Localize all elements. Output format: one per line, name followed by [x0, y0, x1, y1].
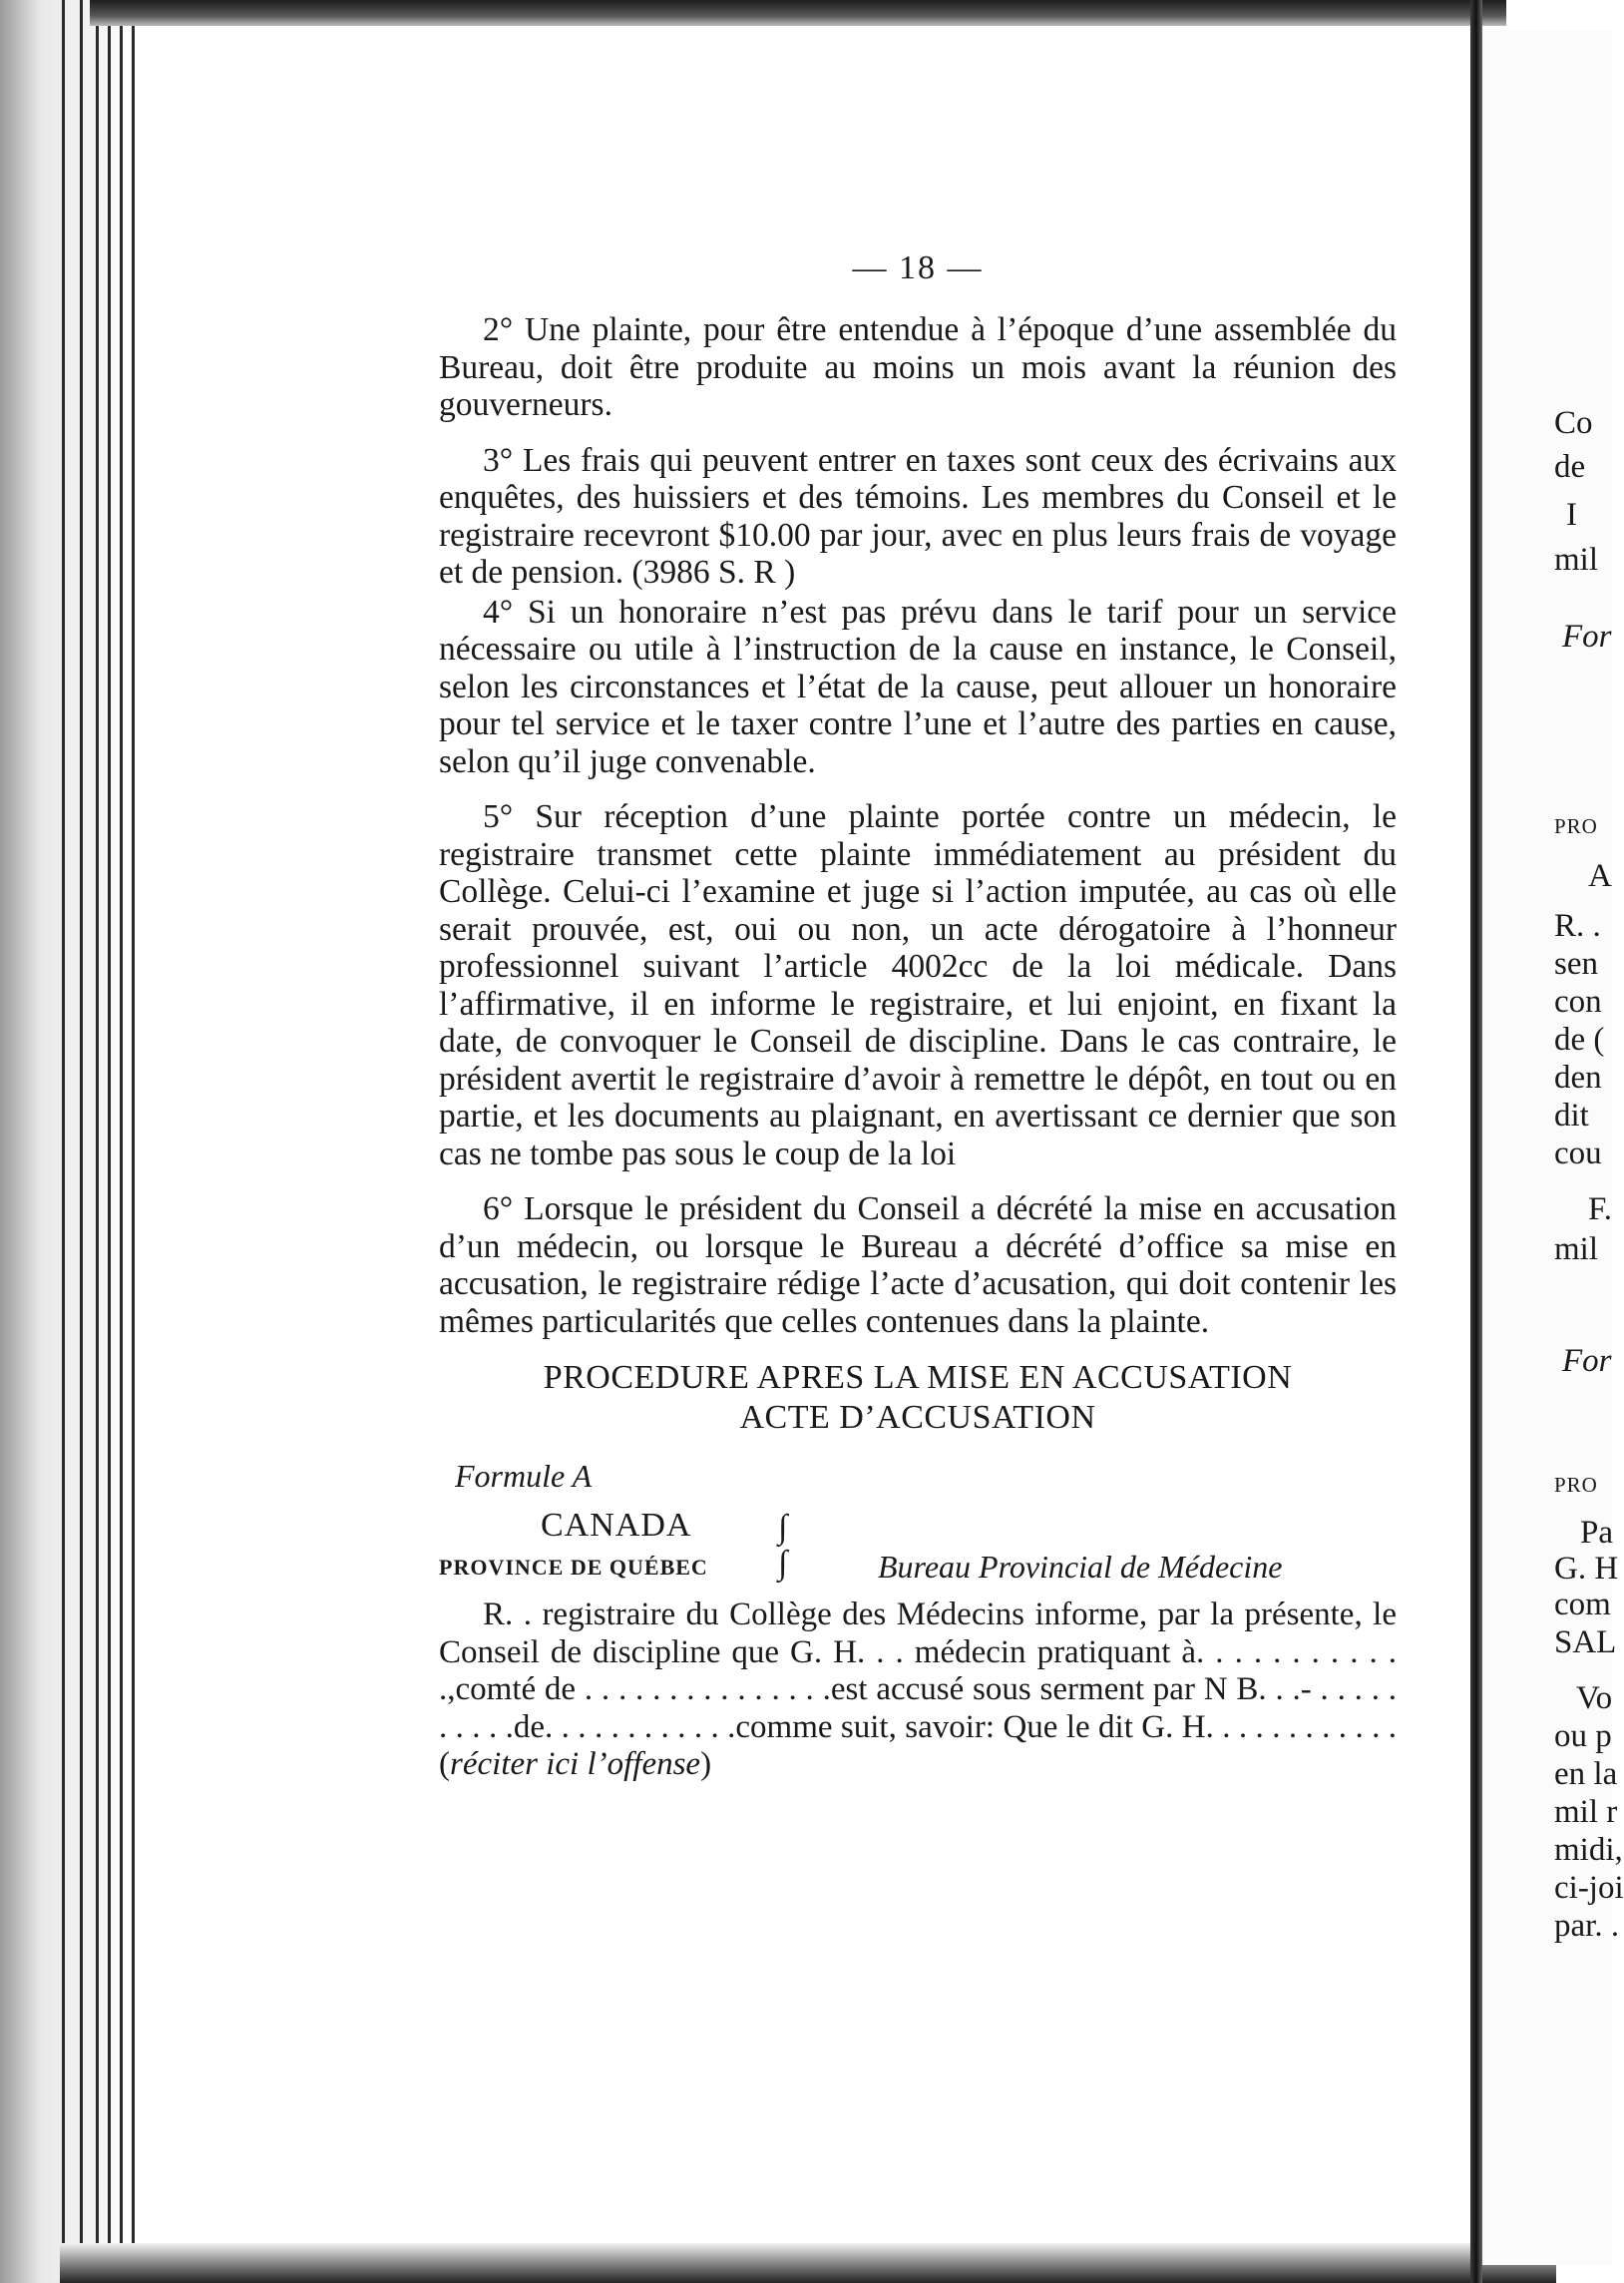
book-gutter: [1470, 0, 1482, 2283]
form-body: [439, 1597, 1397, 1784]
form-body-close: ): [700, 1746, 712, 1782]
facing-page-fragment: ci-joi: [1554, 1870, 1624, 1906]
paragraph-4: 4° Si un honoraire n’est pas prévu dans le tarif pour un service nécessaire ou utile à l’instruction de la cause en instance, le Conseil, selon les circonstances et l’état de la cause, peut allouer un honoraire pour tel service et le taxer contre l’une et l’autre des parties en cause, selon qu’il juge convenable.: [439, 593, 1397, 780]
facing-page-fragment: Pa: [1580, 1515, 1613, 1551]
facing-page-fragment: ou p: [1554, 1718, 1612, 1754]
section-heading: PROCEDURE APRES LA MISE EN ACCUSATION: [543, 1359, 1293, 1396]
facing-page-fragment: SAL: [1554, 1624, 1617, 1660]
facing-page-fragment: A: [1588, 858, 1612, 894]
bureau-name: Bureau Provincial de Médecine: [878, 1549, 1283, 1585]
page-edge: [132, 0, 135, 2283]
form-label: Formule A: [455, 1458, 593, 1494]
jurisdiction-row: [439, 1507, 1397, 1549]
facing-page-fragment: com: [1554, 1587, 1611, 1622]
facing-page-fragment: R. .: [1554, 908, 1601, 944]
form-body-placeholder: réciter ici l’offense: [450, 1746, 701, 1782]
page-edge: [80, 0, 83, 2283]
country-label: CANADA: [541, 1507, 692, 1544]
facing-page-fragment: For: [1562, 1343, 1612, 1379]
facing-page-fragment: par. .: [1554, 1908, 1620, 1944]
facing-page-fragment: PRO: [1554, 1473, 1598, 1497]
top-shadow-band: [90, 0, 1506, 26]
page-edge: [108, 0, 111, 2283]
facing-page-fragment: PRO: [1554, 814, 1598, 838]
facing-page-fragment: dit: [1554, 1098, 1589, 1134]
facing-page-fragment: For: [1562, 619, 1612, 655]
facing-page-fragment: cou: [1554, 1136, 1602, 1171]
facing-page-fragment: Vo: [1576, 1680, 1613, 1716]
form-body-text: R. . registraire du Collège des Médecins informe, par la présente, le Conseil de discipline que G. H. . . médecin pratiquant à. . . . . . . . . . . .,comté de . . . . . . . . . . . . . . .est accusé sous serment par N B. . .- . . . . . . . . . .de. . . . . . . . . . . .comme suit, savoir: Que le dit G. H. . . . . . . . . . . . (: [439, 1597, 1397, 1782]
facing-page-fragment: den: [1554, 1060, 1602, 1096]
page-number: — 18 —: [852, 249, 984, 286]
facing-page-fragment: con: [1554, 984, 1602, 1020]
facing-page-fragment: mil: [1554, 1231, 1599, 1267]
facing-page-fragment: sen: [1554, 946, 1598, 982]
province-label: PROVINCE DE QUÉBEC: [439, 1555, 708, 1580]
facing-page-fragment: Co: [1554, 405, 1593, 441]
facing-page-fragment: mil r: [1554, 1794, 1618, 1830]
facing-page-fragment: G. H: [1554, 1551, 1619, 1587]
page-18: [439, 249, 1397, 1784]
paragraph-3: 3° Les frais qui peuvent entrer en taxes sont ceux des écrivains aux enquêtes, des huissiers et des témoins. Les membres du Conseil et le registraire recevront $10.00 par jour, avec en plus leurs frais de voyage et de pension. (3986 S. R ): [439, 441, 1397, 591]
facing-page-fragment: F.: [1588, 1191, 1612, 1227]
paragraph-6: 6° Lorsque le président du Conseil a décrété la mise en accusation d’un médecin, ou lorsque le Bureau a décrété d’office sa mise en accusation, le registraire rédige l’acte d’acusation, qui doit contenir les mêmes particularités que celles contenues dans la plainte.: [439, 1190, 1397, 1340]
facing-page-fragment: mil: [1554, 542, 1599, 578]
paragraph-2: 2° Une plainte, pour être entendue à l’époque d’une assemblée du Bureau, doit être produite au moins un mois avant la réunion des gouverneurs.: [439, 311, 1397, 423]
bottom-shadow-band: [60, 2243, 1556, 2283]
province-row: [439, 1545, 1397, 1589]
paragraph-5: 5° Sur réception d’une plainte portée contre un médecin, le registraire transmet cette plainte immédiatement au président du Collège. Celui-ci l’examine et juge si l’action imputée, au cas où elle serait prouvée, est, oui ou non, un acte dérogatoire à l’honneur professionnel suivant l’article 4002cc de la loi médicale. Dans l’affirmative, il en informe le registraire, et lui enjoint, en fixant la date, de convoquer le Conseil de discipline. Dans le cas contraire, le président avertit le registraire d’avoir à remettre le dépôt, en tout ou en partie, et les documents au plaignant, en avertissant ce dernier que son cas ne tombe pas sous le coup de la loi: [439, 798, 1397, 1172]
facing-page-fragment: I: [1566, 497, 1577, 533]
page-edge: [96, 0, 99, 2283]
brace-glyph: ∫: [778, 1545, 788, 1582]
section-subheading: ACTE D’ACCUSATION: [739, 1399, 1096, 1436]
brace-glyph: ∫: [778, 1509, 788, 1546]
page-stack-shadow: [0, 0, 120, 2283]
facing-page-fragment: de: [1554, 449, 1586, 485]
page-edge: [120, 0, 123, 2283]
page-edge: [62, 0, 65, 2283]
facing-page-fragment: en la: [1554, 1756, 1618, 1792]
facing-page-fragment: de (: [1554, 1022, 1605, 1058]
facing-page-fragment: midi,: [1554, 1832, 1623, 1868]
